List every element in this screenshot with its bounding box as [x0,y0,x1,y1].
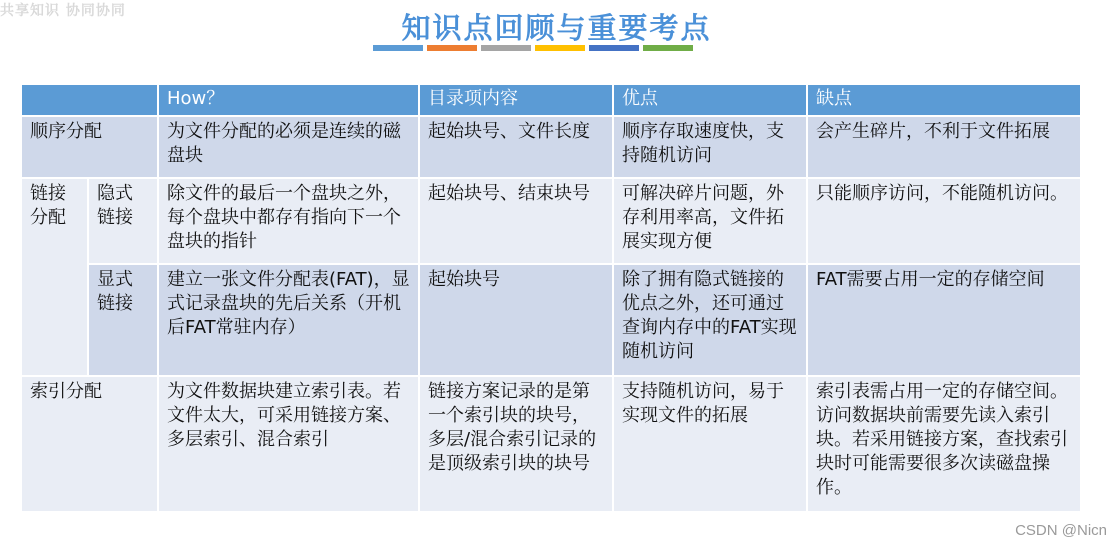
cell-how: 为文件分配的必须是连续的磁盘块 [158,116,419,178]
table-row [21,178,1081,264]
row-label-linked: 链接分配 [21,178,88,376]
row-sublabel-explicit: 显式链接 [88,264,158,376]
watermark: CSDN @Nicn [1015,522,1107,539]
underline-segment [643,45,693,51]
header-cell-cons: 缺点 [807,84,1081,116]
header-cell-pros: 优点 [613,84,807,116]
cell-cons: 会产生碎片，不利于文件拓展 [807,116,1081,178]
cell-how: 为文件数据块建立索引表。若文件太大，可采用链接方案、多层索引、混合索引 [158,376,419,512]
cell-pros: 支持随机访问，易于实现文件的拓展 [613,376,807,512]
table-header-row [21,84,1081,116]
row-label-indexed: 索引分配 [21,376,158,512]
header-cell-empty [21,84,158,116]
underline-segment [427,45,477,51]
cell-cons: FAT需要占用一定的存储空间 [807,264,1081,376]
allocation-comparison-table [20,83,1082,513]
title-underline [373,45,693,51]
table-row [21,264,1081,376]
underline-segment [481,45,531,51]
cell-directory: 起始块号 [419,264,613,376]
row-label-sequential: 顺序分配 [21,116,158,178]
cell-directory: 起始块号、文件长度 [419,116,613,178]
top-left-faded-text: 共享知识 协同协同 [0,3,126,19]
underline-segment [373,45,423,51]
row-sublabel-implicit: 隐式链接 [88,178,158,264]
header-cell-how: How？ [158,84,419,116]
cell-directory: 起始块号、结束块号 [419,178,613,264]
table-row [21,376,1081,512]
underline-segment [589,45,639,51]
cell-pros: 顺序存取速度快，支持随机访问 [613,116,807,178]
cell-how: 除文件的最后一个盘块之外，每个盘块中都存有指向下一个盘块的指针 [158,178,419,264]
cell-directory: 链接方案记录的是第一个索引块的块号，多层/混合索引记录的是顶级索引块的块号 [419,376,613,512]
cell-cons: 索引表需占用一定的存储空间。访问数据块前需要先读入索引块。若采用链接方案，查找索引块时可能需要很多次读磁盘操作。 [807,376,1081,512]
cell-pros: 除了拥有隐式链接的优点之外，还可通过查询内存中的FAT实现随机访问 [613,264,807,376]
cell-how: 建立一张文件分配表(FAT)，显式记录盘块的先后关系（开机后FAT常驻内存） [158,264,419,376]
cell-cons: 只能顺序访问，不能随机访问。 [807,178,1081,264]
underline-segment [535,45,585,51]
cell-pros: 可解决碎片问题，外存利用率高，文件拓展实现方便 [613,178,807,264]
page-title: 知识点回顾与重要考点 [401,11,712,45]
table-row [21,116,1081,178]
header-cell-directory: 目录项内容 [419,84,613,116]
